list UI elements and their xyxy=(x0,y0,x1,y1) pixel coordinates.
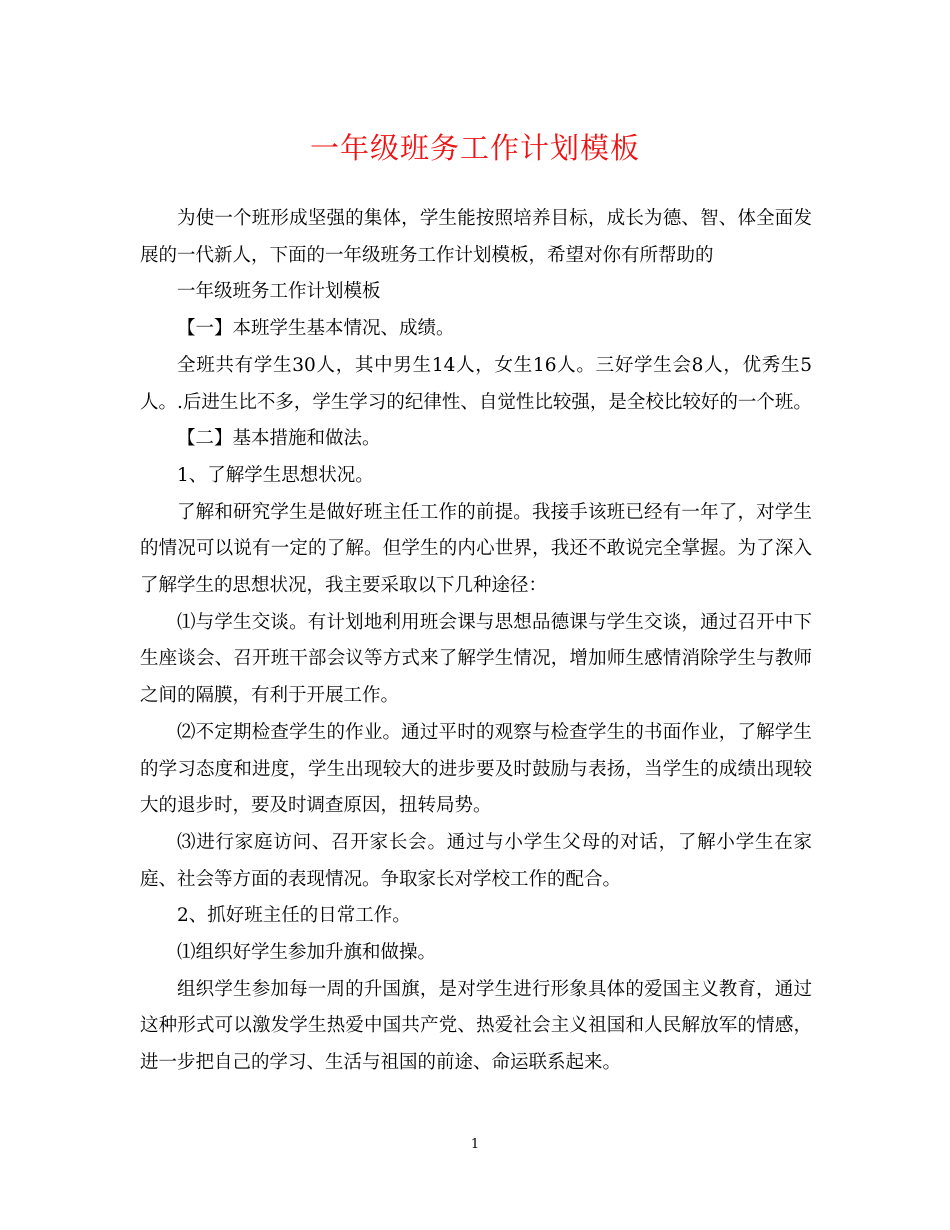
method-talk-paragraph: ⑴与学生交谈。有计划地利用班会课与思想品德课与学生交谈，通过召开中下生座谈会、召开班干部会议等方式来了解学生情况，增加师生感情消除学生与教师之间的隔膜，有利于开展工作。 xyxy=(140,611,812,707)
method-homework-paragraph: ⑵不定期检查学生的作业。通过平时的观察与检查学生的书面作业，了解学生的学习态度和进度，学生出现较大的进步要及时鼓励与表扬，当学生的成绩出现较大的退步时，要及时调查原因，扭转局势。 xyxy=(140,721,812,817)
class-overview-paragraph: 全班共有学生30人，其中男生14人，女生16人。三好学生会8人，优秀生5人。.后进生比不多，学生学习的纪律性、自觉性比较强，是全校比较好的一个班。 xyxy=(140,354,812,413)
document-body xyxy=(140,201,812,1082)
subheading-daily-work: 2、抓好班主任的日常工作。 xyxy=(177,905,411,927)
section-heading-2: 【二】基本措施和做法。 xyxy=(177,428,381,450)
page-number: 1 xyxy=(470,1137,480,1152)
section-heading-1: 【一】本班学生基本情况、成绩。 xyxy=(177,318,455,340)
item-flag-ceremony: ⑴组织好学生参加升旗和做操。 xyxy=(177,942,437,964)
subtitle-paragraph: 一年级班务工作计划模板 xyxy=(177,281,381,303)
document-title: 一年级班务工作计划模板 xyxy=(309,131,640,165)
subheading-understand-students: 1、了解学生思想状况。 xyxy=(177,464,374,486)
intro-paragraph: 为使一个班形成坚强的集体，学生能按照培养目标，成长为德、智、体全面发展的一代新人，下面的一年级班务工作计划模板，希望对你有所帮助的 xyxy=(140,208,812,266)
understand-students-paragraph: 了解和研究学生是做好班主任工作的前提。我接手该班已经有一年了，对学生的情况可以说有一定的了解。但学生的内心世界，我还不敢说完全掌握。为了深入了解学生的思想状况，我主要采取以下几种途径： xyxy=(140,501,812,597)
flag-ceremony-paragraph: 组织学生参加每一周的升国旗，是对学生进行形象具体的爱国主义教育，通过这种形式可以激发学生热爱中国共产党、热爱社会主义祖国和人民解放军的情感，进一步把自己的学习、生活与祖国的前途、命运联系起来。 xyxy=(140,978,812,1074)
method-family-paragraph: ⑶进行家庭访问、召开家长会。通过与小学生父母的对话，了解小学生在家庭、社会等方面的表现情况。争取家长对学校工作的配合。 xyxy=(140,831,812,890)
